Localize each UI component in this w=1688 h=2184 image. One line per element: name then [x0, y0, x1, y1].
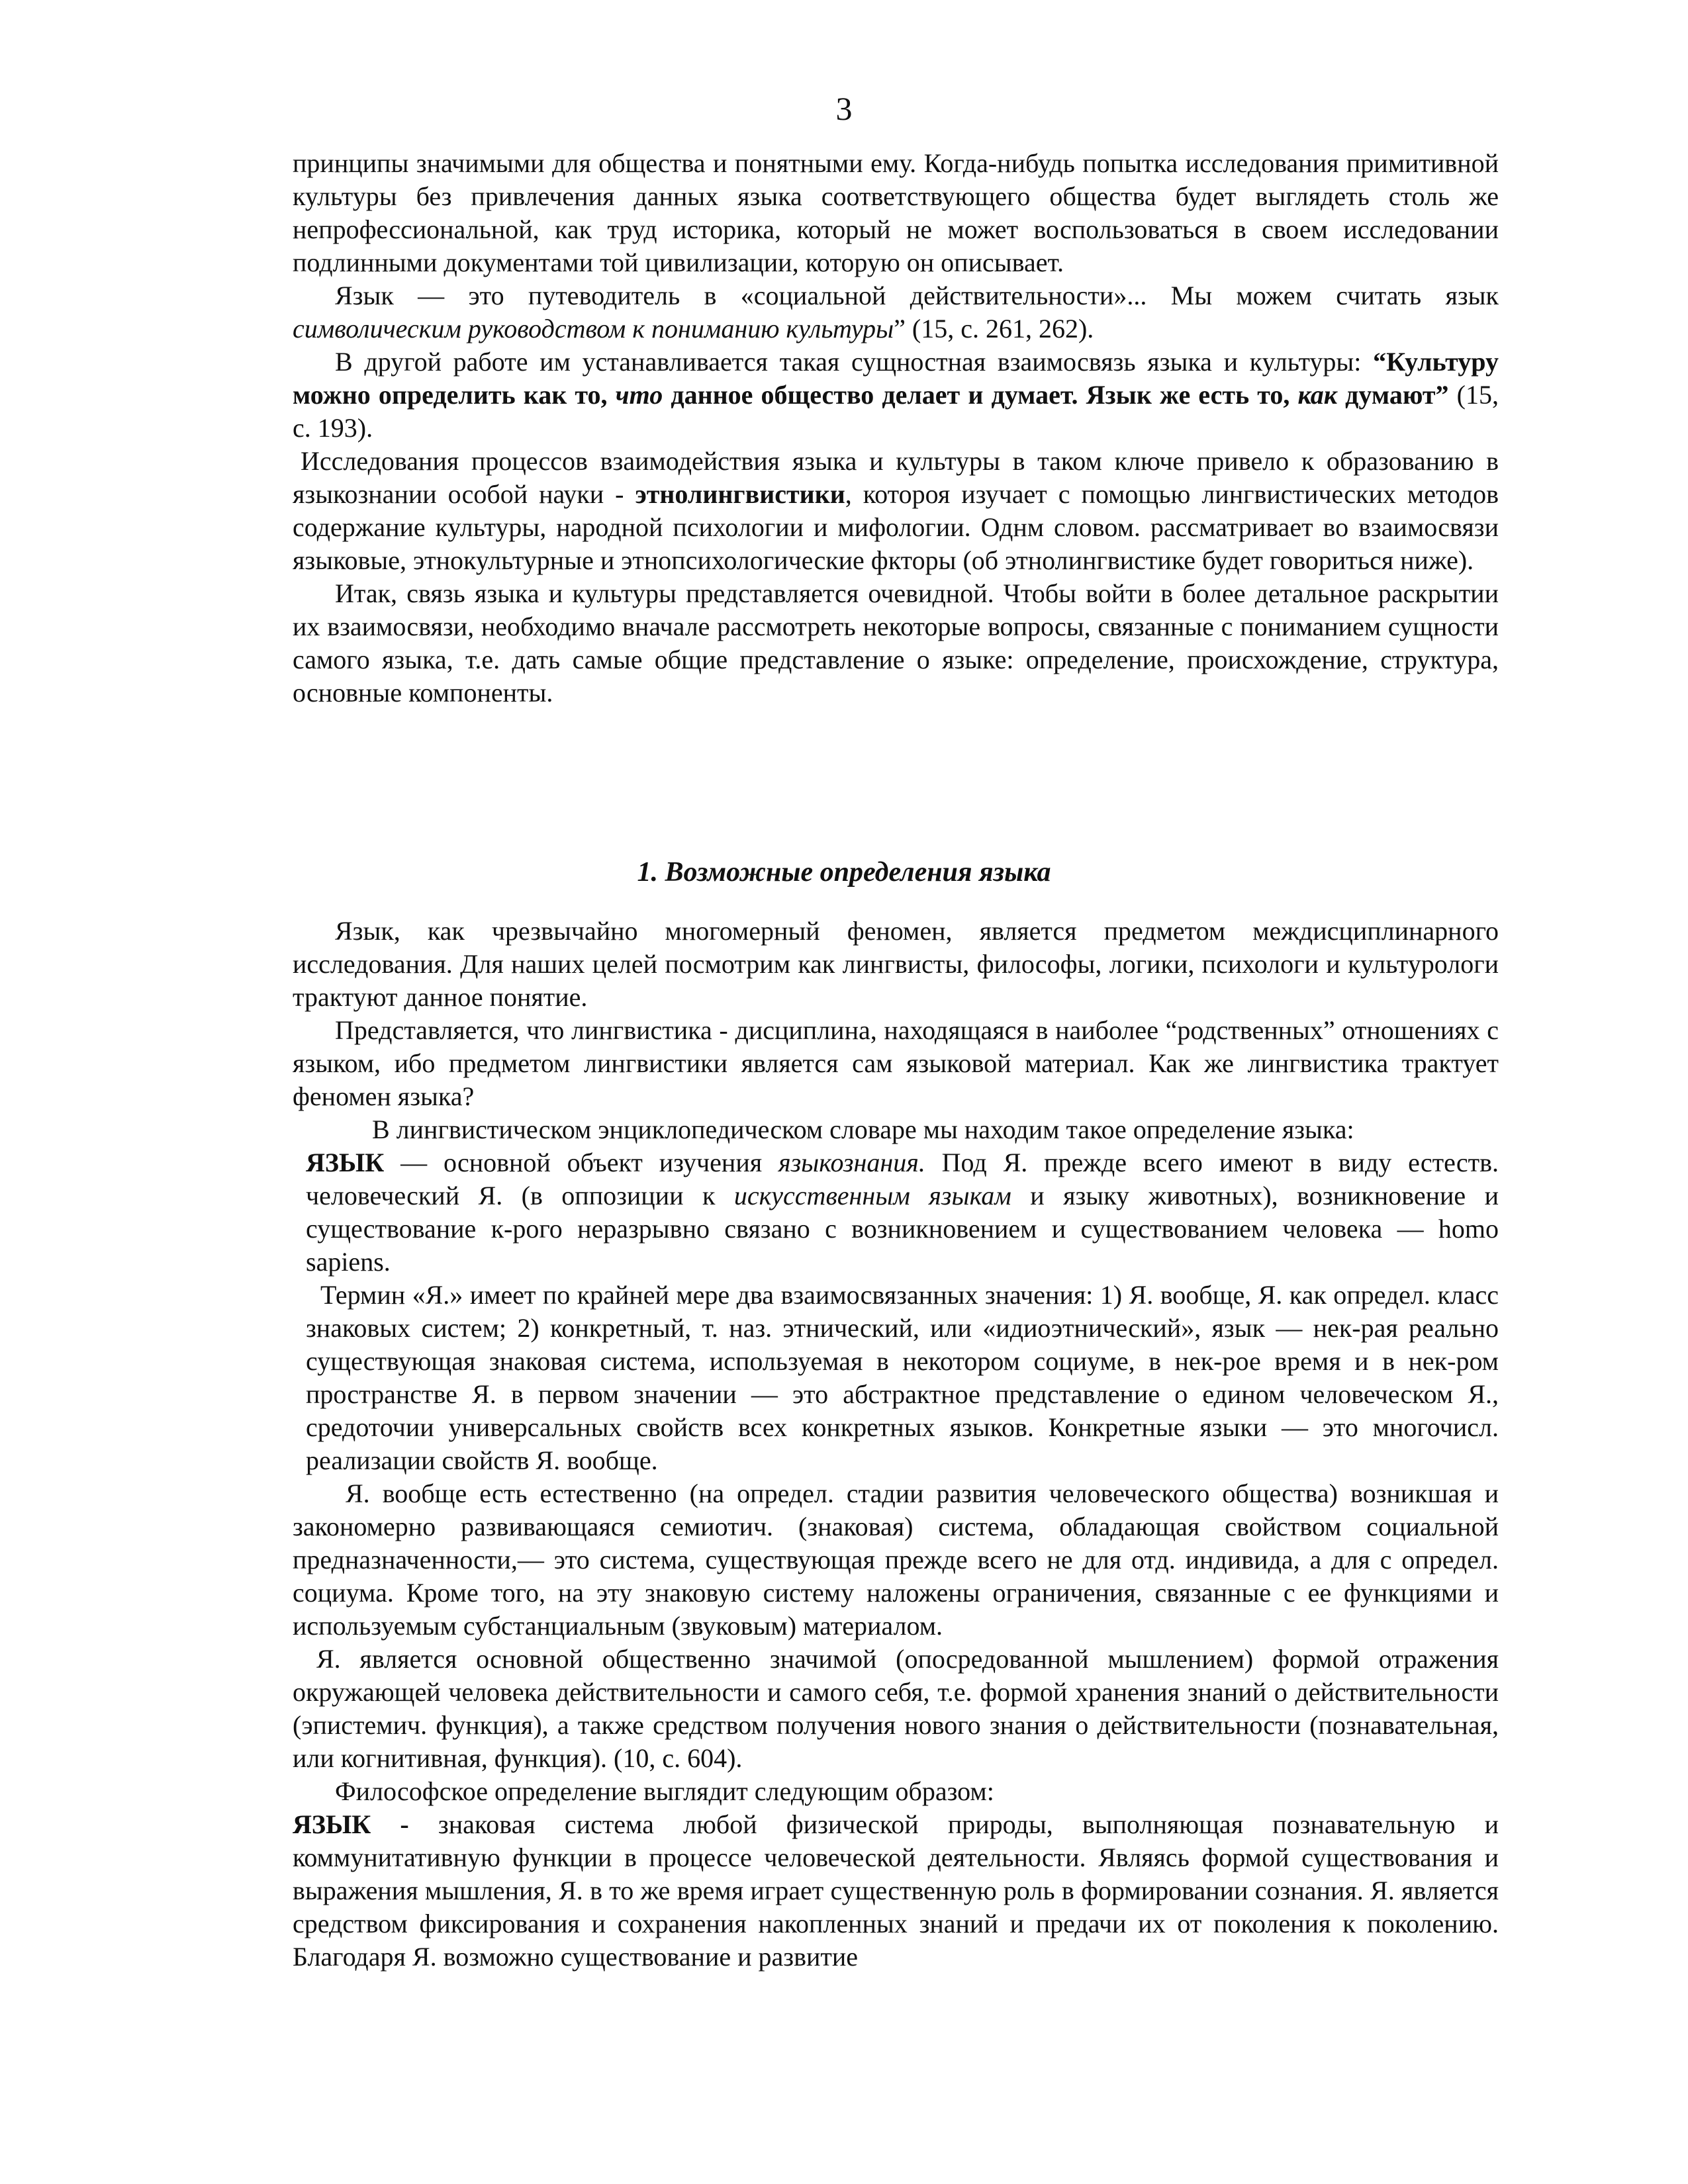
definitions-block: [293, 915, 1499, 1974]
intro-block: [293, 147, 1499, 709]
page-number: 3: [835, 90, 853, 127]
paragraph-encyclopedia-definition: ЯЗЫК — основной объект изучения языкознания. Под Я. прежде всего имеют в виду естеств. человеческий Я. (в оппозиции к искусственным языкам и языку животных), возникновение и существование к-рого неразрывно связано с возникновением и существованием человека — homo sapiens.: [306, 1148, 1499, 1277]
paragraph-ethnolinguistics: Исследования процессов взаимодействия языка и культуры в таком ключе привело к образованию в языкознании особой науки - этнолингвистики, котороя изучает с помощью лингвистических методов содержание культуры, народной психологии и мифологии. Однм словом. рассматривает во взаимосвязи языковые, этнокультурные и этнопсихологические фкторы (об этнолингвистике будет говориться ниже).: [293, 446, 1499, 575]
paragraph-term-meanings: Термин «Я.» имеет по крайней мере два взаимосвязанных значения: 1) Я. вообще, Я. как определ. класс знаковых систем; 2) конкретный, т. наз. этнический, или «идиоэтнический», язык — нек-рая реально существующая знаковая система, используемая в некотором социуме, в нек-рое время и в нек-ром пространстве Я. в первом значении — это абстрактное представление о едином человеческом Я., средоточии универсальных свойств всех конкретных языков. Конкретные языки — это многочисл. реализации свойств Я. вообще.: [306, 1280, 1499, 1475]
paragraph-reflection-form: Я. является основной общественно значимой (опосредованной мышлением) формой отражения окружающей человека действительности и самого себя, т.е. формой хранения знаний о действительности (эпистемич. функция), а также средством получения нового знания о действительности (познавательная, или когнитивная, функция). (10, с. 604).: [293, 1644, 1499, 1773]
paragraph-culture-definition: В другой работе им устанавливается такая сущностная взаимосвязь языка и культуры: “Культуру можно определить как то, что данное общество делает и думает. Язык же есть то, как думают” (15, с. 193).: [293, 347, 1499, 443]
paragraph-multidimensional: Язык, как чрезвычайно многомерный феномен, является предметом междисциплинарного исследования. Для наших целей посмотрим как лингвисты, философы, логики, психологи и культурологи трактуют данное понятие.: [293, 916, 1499, 1012]
paragraph-culture-research: принципы значимыми для общества и понятными ему. Когда-нибудь попытка исследования примитивной культуры без привлечения данных языка соответствующего общества будет выглядеть столь же непрофессиональной, как труд историка, который не может воспользоваться в своем исследовании подлинными документами той цивилизации, которую он описывает.: [293, 148, 1499, 277]
paragraph-encyclopedia-intro: В лингвистическом энциклопедическом словаре мы находим такое определение языка:: [372, 1115, 1354, 1144]
paragraph-semiotic-system: Я. вообще есть естественно (на определ. стадии развития человеческого общества) возникшая и закономерно развивающаяся семиотич. (знаковая) система, обладающая свойством социальной предназначенности,— это система, существующая прежде всего не для отд. индивида, а для с определ. социума. Кроме того, на эту знаковую систему наложены ограничения, связанные с ее функциями и используемым субстанциальным (звуковым) материалом.: [293, 1479, 1499, 1641]
paragraph-linguistics: Представляется, что лингвистика - дисциплина, находящаяся в наиболее “родственных” отношениях с языком, ибо предметом лингвистики является сам языковой материал. Как же лингвистика трактует феномен языка?: [293, 1015, 1499, 1111]
paragraph-language-guide: Язык — это путеводитель в «социальной действительности»... Мы можем считать язык символическим руководством к пониманию культуры” (15, с. 261, 262).: [293, 281, 1499, 343]
paragraph-philosophy-intro: Философское определение выглядит следующим образом:: [335, 1776, 994, 1806]
section-title: 1. Возможные определения языка: [637, 857, 1051, 887]
paragraph-philosophy-definition: ЯЗЫК - знаковая система любой физической природы, выполняющая познавательную и коммунитативную функции в процессе человеческой деятельности. Являясь формой существования и выражения мышления, Я. в то же время играет существенную роль в формировании сознания. Я. является средством фиксирования и сохранения накопленных знаний и предачи их от поколения к поколению. Благодаря Я. возможно существование и развитие: [293, 1809, 1499, 1972]
paragraph-conclusion: Итак, связь языка и культуры представляется очевидной. Чтобы войти в более детальное раскрытии их взаимосвязи, необходимо вначале рассмотреть некоторые вопросы, связанные с пониманием сущности самого языка, т.е. дать самые общие представление о языке: определение, происхождение, структура, основные компоненты.: [293, 578, 1499, 707]
